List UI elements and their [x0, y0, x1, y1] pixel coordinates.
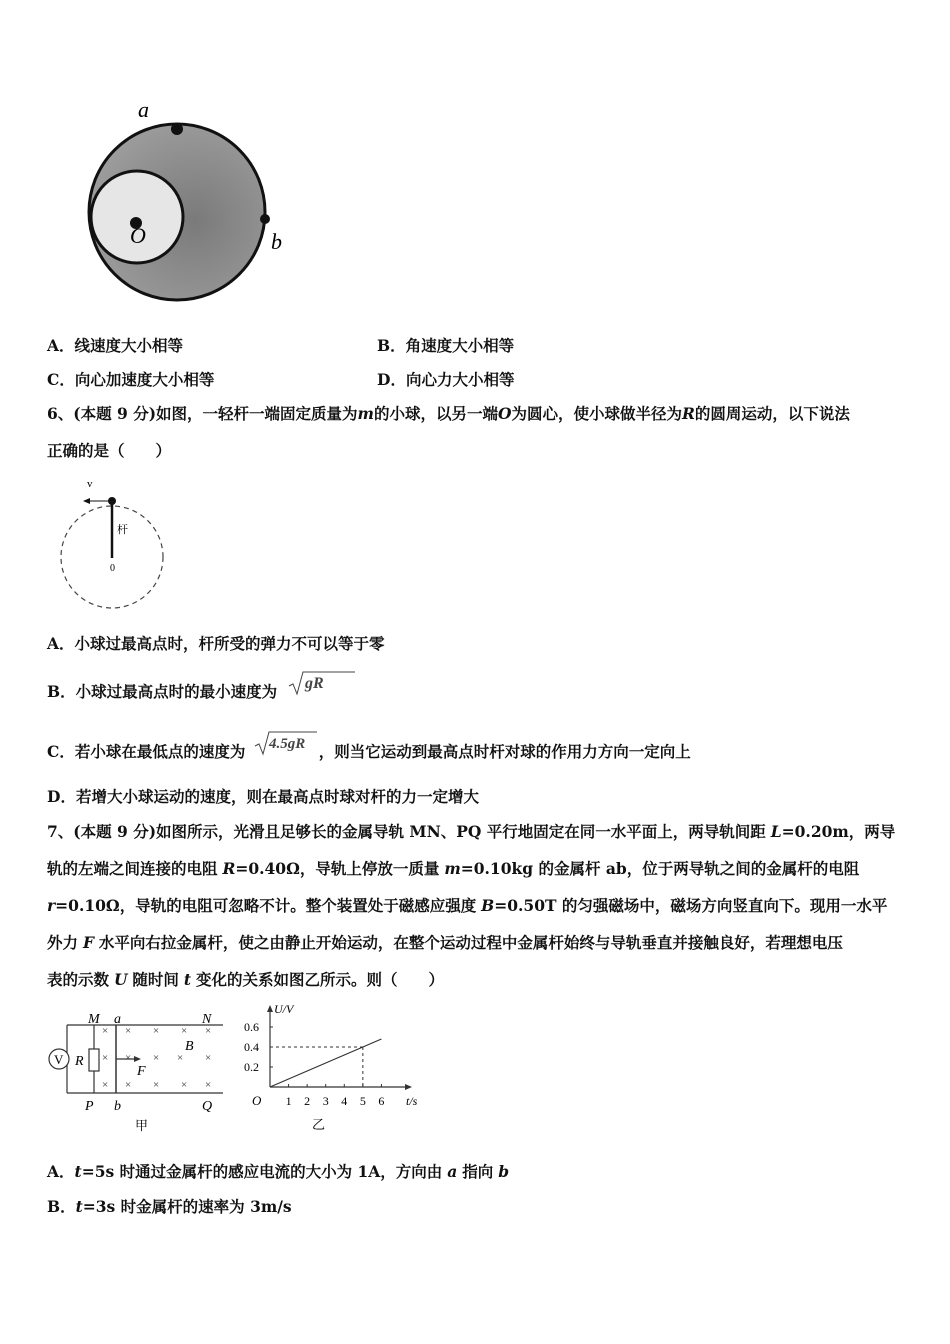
x-tick-label: 5 [359, 1094, 366, 1108]
x-tick-label: 2 [304, 1094, 311, 1108]
caption-jia: 甲 [135, 1118, 149, 1133]
field-cross-mark: × [205, 1025, 212, 1037]
caption-yi: 乙 [312, 1117, 326, 1132]
q7-option-b: B．t=3s 时金属杆的速率为 3m/s [47, 1197, 292, 1216]
inner-circle [91, 171, 183, 263]
field-cross-mark: × [125, 1025, 132, 1037]
q6-option-d: D．若增大小球运动的速度，则在最高点时球对杆的力一定增大 [47, 787, 479, 806]
field-cross-mark: × [125, 1079, 132, 1091]
label-M: M [88, 1012, 100, 1027]
label-a: a [138, 97, 149, 122]
q5-option-a: A．线速度大小相等 [47, 336, 184, 355]
figure-rod-circle [55, 475, 180, 615]
y-axis-arrow [267, 1005, 273, 1012]
q7-stem-line4: 外力 F 水平向右拉金属杆，使之由静止开始运动，在整个运动过程中金属杆始终与导轨垂直并接触良好，若理想电压 [47, 933, 843, 952]
label-V: V [54, 1052, 64, 1067]
q6-stem-line1: 6、(本题 9 分)如图，一轻杆一端固定质量为m的小球，以另一端O为圆心，使小球做半径为R的圆周运动，以下说法 [47, 404, 850, 423]
x-axis-label: t/s [406, 1094, 418, 1108]
label-R: R [75, 1054, 84, 1069]
field-cross-mark: × [205, 1079, 212, 1091]
y-tick-label: 0.2 [244, 1060, 259, 1074]
origin-label: O [252, 1093, 262, 1108]
field-cross-mark: × [102, 1079, 109, 1091]
figure-yi-chart [240, 1002, 418, 1140]
point-b [260, 214, 270, 224]
q5-option-d: D．向心力大小相等 [377, 370, 515, 389]
label-a: a [114, 1012, 121, 1027]
x-tick-label: 1 [285, 1094, 292, 1108]
field-cross-mark: × [102, 1025, 109, 1037]
x-tick-label: 6 [378, 1094, 385, 1108]
x-axis-arrow [405, 1084, 412, 1090]
field-cross-mark: × [181, 1079, 188, 1091]
q5-option-c: C．向心加速度大小相等 [47, 370, 215, 389]
label-o: 0 [110, 563, 115, 574]
point-a [171, 123, 183, 135]
q7-stem-line1: 7、(本题 9 分)如图所示，光滑且足够长的金属导轨 MN、PQ 平行地固定在同一水平面上，两导轨间距 L=0.20m，两导 [47, 822, 896, 841]
field-cross-mark: × [102, 1052, 109, 1064]
q6-option-c: C．若小球在最低点的速度为 4.5gR ，则当它运动到最高点时杆对球的作用力方向一定向上 [47, 740, 691, 766]
q7-stem-line5: 表的示数 U 随时间 t 变化的关系如图乙所示。则（ ） [47, 970, 444, 989]
q5-option-b: B．角速度大小相等 [377, 336, 515, 355]
sqrt-gr: gR [304, 675, 324, 692]
q7-stem-line2: 轨的左端之间连接的电阻 R=0.40Ω，导轨上停放一质量 m=0.10kg 的金属杆 ab，位于两导轨之间的金属杆的电阻 [47, 859, 860, 878]
q6-option-a: A．小球过最高点时，杆所受的弹力不可以等于零 [47, 634, 385, 653]
field-cross-mark: × [153, 1079, 160, 1091]
field-cross-mark: × [153, 1052, 160, 1064]
field-cross-mark: × [177, 1052, 184, 1064]
label-P: P [85, 1099, 94, 1114]
y-axis-label: U/V [274, 1002, 294, 1016]
figure-circles [80, 95, 300, 315]
label-rod: 杆 [117, 524, 128, 536]
velocity-arrow [83, 498, 90, 504]
label-v: v [87, 478, 93, 490]
field-cross-mark: × [153, 1025, 160, 1037]
series-line-U [270, 1039, 381, 1087]
label-o: O [130, 223, 146, 248]
y-tick-label: 0.4 [244, 1040, 259, 1054]
figure-jia-circuit [45, 1008, 230, 1138]
label-b: b [271, 229, 282, 254]
q6-option-b: B．小球过最高点时的最小速度为 gR [47, 680, 357, 706]
field-cross-mark: × [125, 1052, 132, 1064]
q6-stem-line2: 正确的是（ ） [47, 441, 172, 460]
q7-option-a: A．t=5s 时通过金属杆的感应电流的大小为 1A，方向由 a 指向 b [47, 1162, 510, 1181]
y-tick-label: 0.6 [244, 1020, 259, 1034]
label-F: F [137, 1064, 146, 1079]
label-Q: Q [202, 1099, 213, 1114]
label-B: B [185, 1039, 194, 1054]
label-b: b [114, 1099, 121, 1114]
label-N: N [202, 1012, 212, 1027]
sqrt-4-5gr: 4.5gR [268, 736, 306, 752]
field-cross-mark: × [181, 1025, 188, 1037]
q7-stem-line3: r=0.10Ω，导轨的电阻可忽略不计。整个装置处于磁感应强度 B=0.50T 的匀强磁场中，磁场方向竖直向下。现用一水平 [47, 896, 888, 915]
field-cross-mark: × [205, 1052, 212, 1064]
x-tick-label: 4 [341, 1094, 348, 1108]
x-tick-label: 3 [322, 1094, 329, 1108]
